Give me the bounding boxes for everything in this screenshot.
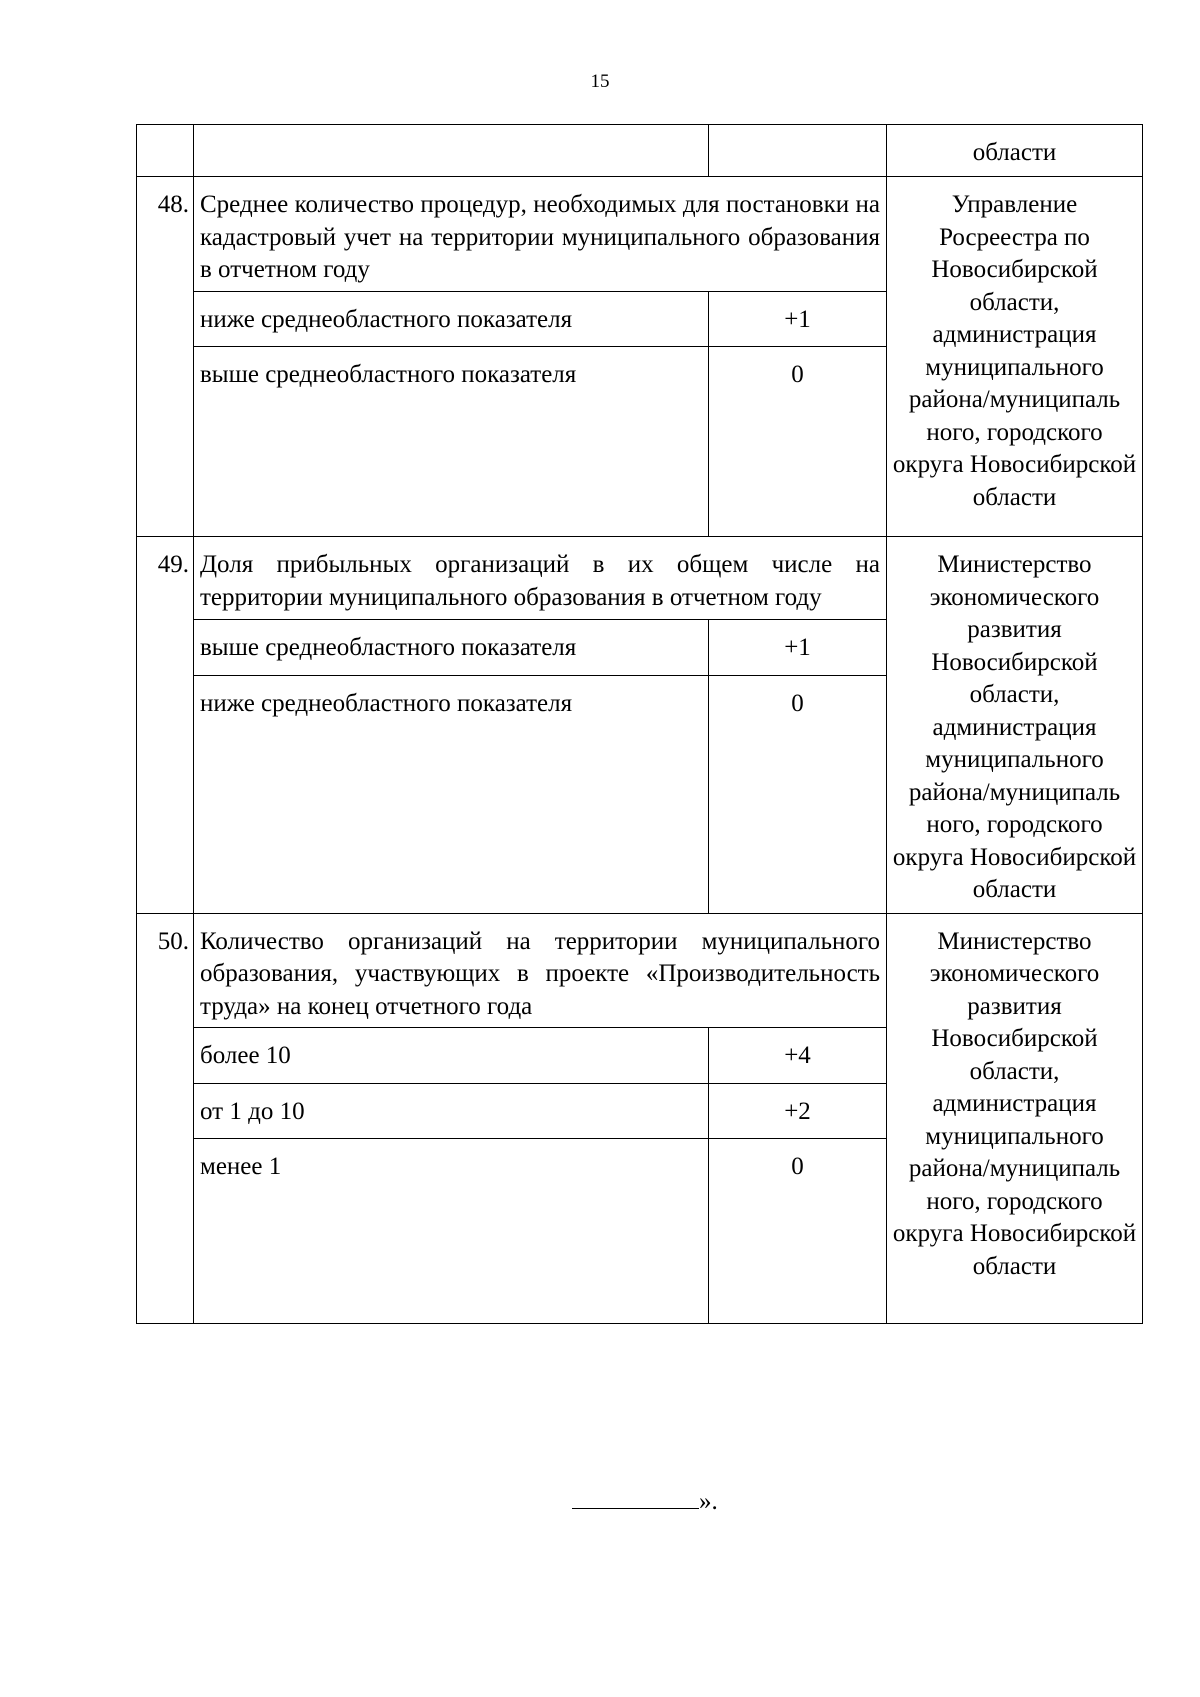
criterion-title: Среднее количество процедур, необходимых для постановки на кадастровый учет на территории муниципального образования в отчетном году [194, 177, 887, 292]
criterion-title: Количество организаций на территории муниципального образования, участвующих в проекте «Производительность труда» на конец отчетного года [194, 913, 887, 1028]
option-score: +2 [709, 1083, 887, 1139]
continuation-title-cell [194, 125, 709, 177]
option-label: более 10 [194, 1028, 709, 1084]
option-score: +1 [709, 619, 887, 675]
table-row-48 [137, 177, 1143, 292]
option-score: 0 [709, 347, 887, 537]
option-score: +1 [709, 291, 887, 347]
continuation-score-cell [709, 125, 887, 177]
blank-underline [572, 1486, 699, 1509]
option-score: 0 [709, 675, 887, 913]
table-row-continuation [137, 125, 1143, 177]
option-label: ниже среднеобластного показателя [194, 291, 709, 347]
criterion-title: Доля прибыльных организаций в их общем числе на территории муниципального образования в отчетном году [194, 537, 887, 620]
option-score: 0 [709, 1139, 887, 1324]
closing-quote: ». [699, 1488, 718, 1515]
continuation-num-cell [137, 125, 194, 177]
criteria-table [136, 124, 1143, 1324]
option-label: выше среднеобластного показателя [194, 347, 709, 537]
page-number: 15 [590, 71, 610, 92]
table-row-50 [137, 913, 1143, 1028]
option-label: от 1 до 10 [194, 1083, 709, 1139]
responsible-body: Управление Росреестра по Новосибирской области, администрация муниципального района/муниципаль ного, городского округа Новосибирской области [887, 177, 1143, 537]
row-number: 49. [137, 537, 194, 914]
continuation-responsible: области [887, 125, 1143, 177]
responsible-body: Министерство экономического развития Новосибирской области, администрация муниципального района/муниципаль ного, городского округа Новосибирской области [887, 913, 1143, 1324]
option-label: ниже среднеобластного показателя [194, 675, 709, 913]
option-score: +4 [709, 1028, 887, 1084]
row-number: 48. [137, 177, 194, 537]
option-label: выше среднеобластного показателя [194, 619, 709, 675]
option-label: менее 1 [194, 1139, 709, 1324]
closing-signature-line [572, 1486, 718, 1514]
responsible-body: Министерство экономического развития Новосибирской области, администрация муниципального района/муниципаль ного, городского округа Новосибирской области [887, 537, 1143, 914]
table-row-49 [137, 537, 1143, 620]
row-number: 50. [137, 913, 194, 1324]
